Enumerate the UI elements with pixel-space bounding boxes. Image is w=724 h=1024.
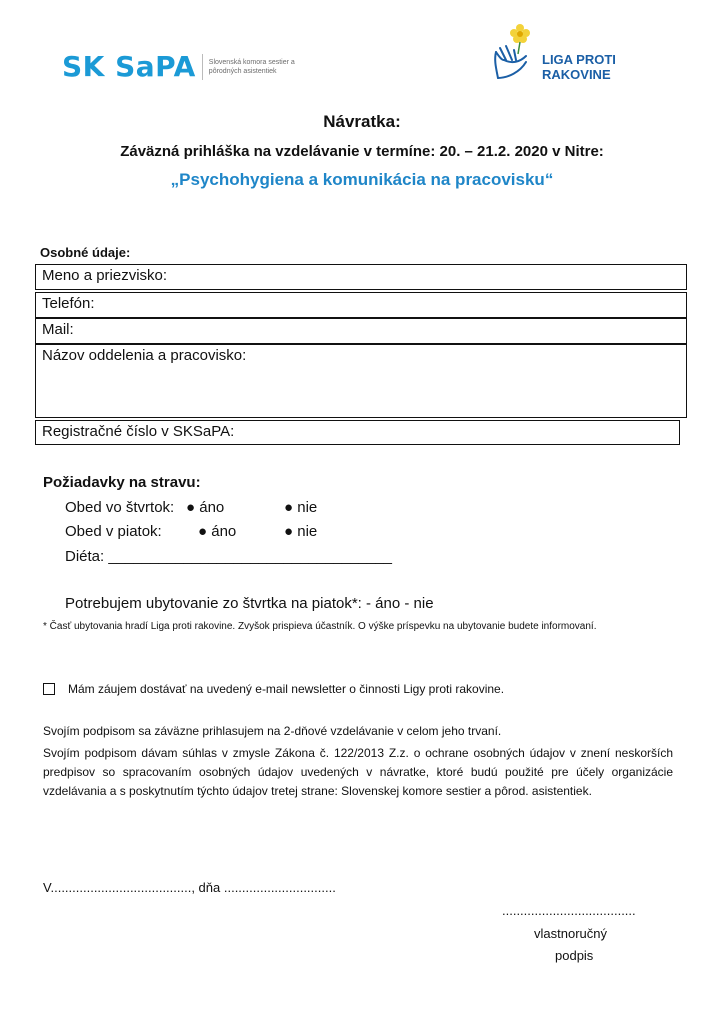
lodging-request[interactable]: Potrebujem ubytovanie zo štvrtka na piatok*: - áno - nie (65, 595, 434, 612)
consent-registration: Svojím podpisom sa záväzne prihlasujem na 2-dňové vzdelávanie v celom jeho trvaní. (43, 724, 502, 738)
department-field-label: Názov oddelenia a pracovisko: (42, 347, 247, 364)
thursday-lunch-label: Obed vo štvrtok: (65, 499, 175, 516)
registration-subtitle: Záväzná prihláška na vzdelávanie v termíne: 20. – 21.2. 2020 v Nitre: (120, 143, 604, 160)
sksapa-logo-subtitle: Slovenská komora sestier a pôrodných asistentiek (208, 59, 295, 75)
thursday-yes-option[interactable]: ● áno (186, 499, 225, 516)
consent-data-protection: Svojím podpisom dávam súhlas v zmysle Zákona č. 122/2013 Z.z. o ochrane osobných údajov v znení neskorších predpisov so spracovaním osobných údajov uvedených v návratke, ktoré budú použité pre účely organizácie vzdelávania a s poskytnutím týchto údajov tretej strane: Slovenskej komore sestier a pôrod. asistentiek. (43, 746, 673, 798)
signature-label-2: podpis (555, 948, 594, 963)
name-field[interactable] (35, 264, 687, 290)
friday-yes-option[interactable]: ● áno (198, 523, 237, 540)
mail-field[interactable] (35, 318, 687, 344)
registration-number-field[interactable] (35, 420, 680, 445)
newsletter-option[interactable] (43, 682, 504, 696)
friday-lunch-label: Obed v piatok: (65, 523, 162, 540)
mail-field-label: Mail: (42, 321, 74, 338)
newsletter-checkbox[interactable] (43, 683, 55, 695)
name-field-label: Meno a priezvisko: (42, 267, 168, 284)
personal-data-heading: Osobné údaje: (40, 245, 131, 260)
sksapa-logo (62, 52, 299, 82)
daffodil-hand-icon (490, 20, 538, 84)
signature-line[interactable]: ..................................... (502, 903, 636, 918)
thursday-no-option[interactable]: ● nie (284, 499, 318, 516)
page-title: Návratka: (323, 112, 401, 131)
phone-field-label: Telefón: (42, 295, 95, 312)
liga-logo-text (542, 52, 616, 82)
department-field[interactable] (35, 344, 687, 418)
friday-no-option[interactable]: ● nie (284, 523, 318, 540)
registration-number-label: Registračné číslo v SKSaPA: (42, 423, 235, 440)
liga-proti-rakovine-logo (490, 20, 616, 84)
lodging-footnote: * Časť ubytovania hradí Liga proti rakovine. Zvyšok prispieva účastník. O výške príspevku na ubytovanie budete informovaní. (43, 621, 597, 632)
liga-logo-line1: LIGA PROTI (542, 52, 616, 67)
newsletter-label: Mám záujem dostávať na uvedený e-mail newsletter o činnosti Ligy proti rakovine. (68, 682, 505, 696)
diet-field[interactable]: Diéta: __________________________________ (65, 548, 392, 565)
place-date-field[interactable]: V......................................., dňa ............................... (43, 880, 336, 895)
liga-logo-line2: RAKOVINE (542, 67, 611, 82)
signature-label-1: vlastnoručný (534, 926, 607, 941)
logo-divider (202, 54, 203, 80)
course-title: „Psychohygiena a komunikácia na pracovisku“ (170, 170, 554, 189)
sksapa-logo-mark: SK SaPA (62, 50, 196, 83)
food-requirements-heading: Požiadavky na stravu: (43, 474, 201, 491)
phone-field[interactable] (35, 292, 687, 318)
